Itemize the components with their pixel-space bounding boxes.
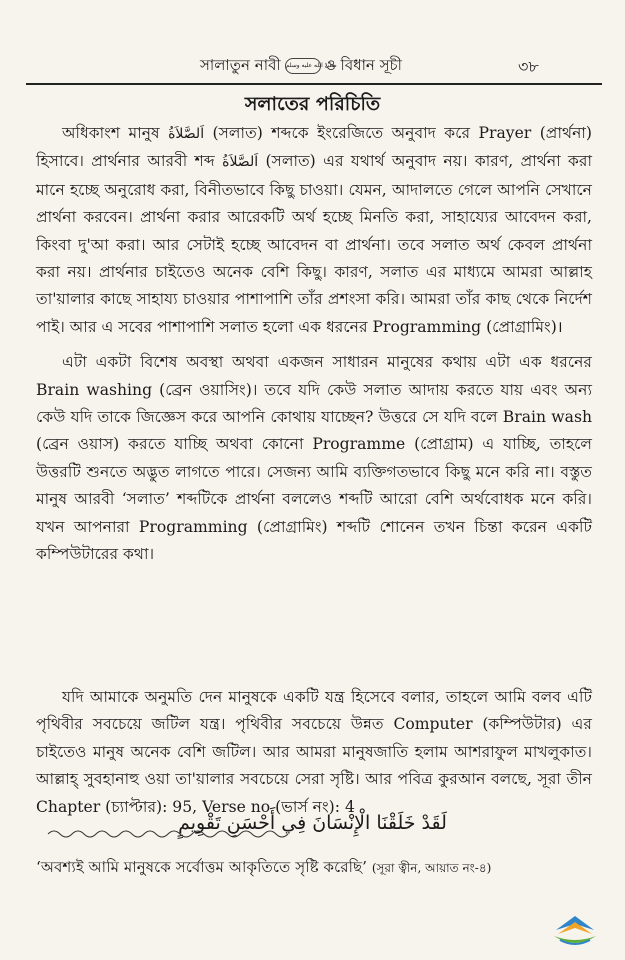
header-divider (26, 83, 602, 85)
publisher-logo-icon (552, 910, 598, 946)
arabic-term: اَلصَّلاَةُ (168, 126, 205, 142)
page-number: ৩৮ (518, 57, 539, 76)
header-title-part2: ও বিধান সূচী (324, 56, 402, 74)
body-text-top (36, 120, 592, 577)
arabic-term: اَلصَّلاَةُ (222, 154, 259, 171)
running-header (0, 52, 625, 82)
paragraph-2: এটা একটা বিশেষ অবস্থা অথবা একজন সাধারন মানুষের কথায় এটা এক ধরনের Brain washing (ব্রেন ওয়াসিং)। তবে যদি কেউ সলাত আদায় করতে যায় এবং অন্য কেউ যদি তাকে জিজ্ঞেস করে আপনি কোথায় যাচ্ছেন? উত্তরে সে যদি বলে Brain wash (ব্রেন ওয়াস) করতে যাচ্ছি অথবা কোনো Programme (প্রোগ্রাম) এ যাচ্ছি, তাহলে উত্তরটি শুনতে অদ্ভুত লাগতে পারে। সেজন্য আমি ব্যক্তিগতভাবে কিছু মনে করি না। বস্তুত মানুষ আরবী ‘সলাত’ শব্দটিকে প্রার্থনা বললেও শব্দটি আরো বেশি অর্থবোধক মনে করি। যখন আপনারা Programming (প্রোগ্রামিং) শব্দটি শোনেন তখন চিন্তা করেন একটি কম্পিউটারের কথা। (36, 353, 592, 564)
paragraph-3: যদি আমাকে অনুমতি দেন মানুষকে একটি যন্ত্র হিসেবে বলার, তাহলে আমি বলব এটি পৃথিবীর সবচেয়ে জটিল যন্ত্র। পৃথিবীর সবচেয়ে উন্নত Computer (কম্পিউটার) এর চাইতেও মানুষ অনেক বেশি জটিল। আর আমরা মানুষজাতি হলাম আশরাফুল মাখলুকাত। আল্লাহ্ সুবহানাহু ওয়া তা'য়ালার সবচেয়ে সেরা সৃষ্টি। আর পবিত্র কুরআন বলছে, সূরা তীন Chapter (চ্যাপ্টার): 95, Verse no (ভার্স নং): 4 (36, 688, 592, 816)
quran-verse-arabic: لَقَدْ خَلَقْنَا الْإِنْسَانَ فِي أَحْسَنِ تَقْوِيمٍ (178, 812, 447, 834)
verse-reference: (সূরা ত্বীন, আয়াত নং-৪) (371, 861, 492, 875)
section-heading: সলাতের পরিচিতি (244, 93, 381, 115)
header-title (200, 54, 402, 79)
body-text-bottom (36, 684, 592, 829)
header-title-part1: সালাতুন নাবী (200, 56, 281, 74)
decorative-squiggle (48, 828, 288, 840)
translation-text: ‘অবশ্যই আমি মানুষকে সর্বোত্তম আকৃতিতে সৃষ্টি করেছি’ (36, 858, 367, 876)
verse-translation (36, 856, 596, 881)
salawat-seal-icon: صلى الله عليه وسلم (285, 58, 321, 74)
paragraph-1: অধিকাংশ মানুষ اَلصَّلاَةُ (সলাত) শব্দকে ইংরেজিতে অনুবাদ করে Prayer (প্রার্থনা) হিসাবে। প্রার্থনার আরবী শব্দ اَلصَّلاَةُ (সলাত) এর যথার্থ অনুবাদ নয়। কারণ, প্রার্থনা করা মানে হচ্ছে অনুরোধ করা, বিনীতভাবে কিছু চাওয়া। যেমন, আদালতে গেলে আপনি সেখানে প্রার্থনা করবেন। প্রার্থনা করার আরেকটি অর্থ হচ্ছে মিনতি করা, সাহায্যের আবেদন করা, কিংবা দু'আ করা। আর সেটাই হচ্ছে আবেদন বা প্রার্থনা। তবে সলাত অর্থ কেবল প্রার্থনা করা নয়। প্রার্থনার চাইতেও অনেক বেশি কিছু। কারণ, সলাত এর মাধ্যমে আমরা আল্লাহ তা'য়ালার কাছে সাহায্য চাওয়ার পাশাপাশি তাঁর প্রশংসা করি। আমরা তাঁর কাছ থেকে নির্দেশ পাই। আর এ সবের পাশাপাশি সলাত হলো এক ধরনের Programming (প্রোগ্রামিং)। (36, 124, 593, 336)
